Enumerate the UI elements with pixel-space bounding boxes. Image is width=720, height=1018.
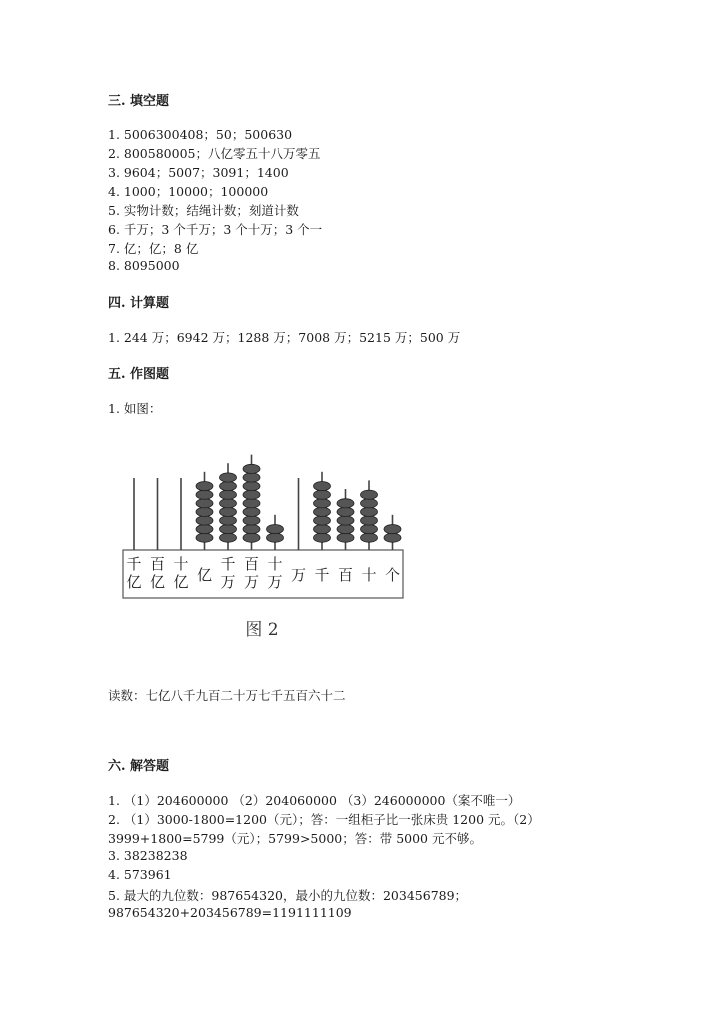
abacus-bead bbox=[243, 525, 260, 534]
calc-item-1: 1. 244 万；6942 万；1288 万；7008 万；5215 万；500 万 bbox=[108, 330, 461, 345]
abacus-place-label: 十 bbox=[361, 566, 377, 584]
abacus-place-label: 亿 bbox=[126, 573, 142, 591]
abacus-bead bbox=[243, 490, 260, 499]
abacus-bead bbox=[220, 525, 237, 534]
abacus-bead bbox=[220, 490, 237, 499]
abacus-place-label: 千 bbox=[220, 555, 236, 573]
abacus-bead bbox=[196, 507, 213, 516]
abacus-bead bbox=[361, 507, 378, 516]
abacus-bead bbox=[243, 533, 260, 542]
abacus-bead bbox=[314, 533, 331, 542]
abacus-bead bbox=[314, 525, 331, 534]
abacus-bead bbox=[243, 473, 260, 482]
fill-blank-item-8: 8. 8095000 bbox=[108, 258, 180, 273]
section-title-calc: 四. 计算题 bbox=[108, 296, 170, 311]
abacus-bead bbox=[220, 533, 237, 542]
abacus-bead bbox=[243, 482, 260, 491]
abacus-place-label: 万 bbox=[290, 566, 307, 584]
abacus-place-label: 千 bbox=[314, 566, 330, 584]
abacus-bead bbox=[337, 533, 354, 542]
abacus-bead bbox=[361, 499, 378, 508]
abacus-bead bbox=[337, 507, 354, 516]
abacus-place-label: 十 bbox=[173, 555, 189, 573]
abacus-place-label: 十 bbox=[267, 555, 283, 573]
solve-item-5-cont: 987654320+203456789=1191111109 bbox=[108, 905, 352, 920]
abacus-place-label: 万 bbox=[243, 573, 260, 591]
abacus-bead bbox=[243, 507, 260, 516]
solve-item-1: 1. （1）204600000 （2）204060000 （3）246000000（案不唯一） bbox=[108, 793, 521, 808]
abacus-bead bbox=[196, 499, 213, 508]
abacus-place-label: 百 bbox=[243, 555, 260, 573]
abacus-bead bbox=[314, 490, 331, 499]
abacus-bead bbox=[337, 499, 354, 508]
abacus-place-label: 千 bbox=[126, 555, 142, 573]
abacus-bead bbox=[314, 516, 331, 525]
abacus-bead bbox=[196, 490, 213, 499]
abacus-place-label: 万 bbox=[267, 573, 283, 591]
section-title-solve: 六. 解答题 bbox=[108, 759, 170, 774]
abacus-bead bbox=[220, 516, 237, 525]
abacus-figure bbox=[0, 448, 720, 648]
abacus-bead bbox=[361, 525, 378, 534]
abacus-bead bbox=[196, 516, 213, 525]
solve-item-5: 5. 最大的九位数：987654320，最小的九位数：203456789； bbox=[108, 888, 468, 903]
abacus-bead bbox=[361, 516, 378, 525]
reading-text: 读数：七亿八千九百二十万七千五百六十二 bbox=[108, 688, 346, 703]
abacus-bead bbox=[196, 525, 213, 534]
abacus-bead bbox=[220, 499, 237, 508]
fill-blank-item-5: 5. 实物计数；结绳计数；刻道计数 bbox=[108, 203, 299, 218]
abacus-place-label: 亿 bbox=[196, 566, 213, 584]
fill-blank-item-7: 7. 亿；亿；8 亿 bbox=[108, 241, 199, 256]
fill-blank-item-2: 2. 800580005；八亿零五十八万零五 bbox=[108, 146, 321, 161]
figure-caption: 图 2 bbox=[245, 620, 279, 640]
abacus-bead bbox=[337, 525, 354, 534]
abacus-bead bbox=[384, 533, 401, 542]
abacus-place-label: 百 bbox=[337, 566, 354, 584]
abacus-bead bbox=[361, 533, 378, 542]
abacus-bead bbox=[384, 525, 401, 534]
solve-item-4: 4. 573961 bbox=[108, 867, 172, 882]
abacus-bead bbox=[267, 533, 284, 542]
abacus-place-label: 亿 bbox=[173, 573, 189, 591]
abacus-bead bbox=[267, 525, 284, 534]
abacus-bead bbox=[196, 533, 213, 542]
section-title-fill-blank: 三. 填空题 bbox=[108, 94, 170, 109]
fill-blank-item-3: 3. 9604；5007；3091；1400 bbox=[108, 165, 289, 180]
abacus-bead bbox=[314, 482, 331, 491]
abacus-bead bbox=[243, 464, 260, 473]
fill-blank-item-4: 4. 1000；10000；100000 bbox=[108, 184, 269, 199]
abacus-place-label: 百 bbox=[149, 555, 166, 573]
abacus-bead bbox=[196, 482, 213, 491]
fill-blank-item-6: 6. 千万；3 个千万；3 个十万；3 个一 bbox=[108, 222, 323, 237]
fill-blank-item-1: 1. 5006300408；50；500630 bbox=[108, 127, 293, 142]
abacus-place-label: 亿 bbox=[149, 573, 166, 591]
abacus-bead bbox=[243, 516, 260, 525]
solve-item-2: 2. （1）3000-1800=1200（元）；答：一组柜子比一张床贵 1200 元。（2） bbox=[108, 812, 540, 827]
solve-item-3: 3. 38238238 bbox=[108, 848, 188, 863]
abacus-bead bbox=[361, 490, 378, 499]
drawing-item-1: 1. 如图： bbox=[108, 401, 162, 416]
abacus-bead bbox=[243, 499, 260, 508]
abacus-bead bbox=[220, 507, 237, 516]
abacus-bead bbox=[220, 473, 237, 482]
abacus-bead bbox=[314, 499, 331, 508]
abacus-bead bbox=[314, 507, 331, 516]
abacus-place-label: 个 bbox=[384, 566, 401, 584]
solve-item-2-cont: 3999+1800=5799（元）；5799>5000；答：带 5000 元不够。 bbox=[108, 831, 482, 846]
abacus-bead bbox=[337, 516, 354, 525]
abacus-bead bbox=[220, 482, 237, 491]
abacus-place-label: 万 bbox=[220, 573, 236, 591]
section-title-drawing: 五. 作图题 bbox=[108, 367, 170, 382]
